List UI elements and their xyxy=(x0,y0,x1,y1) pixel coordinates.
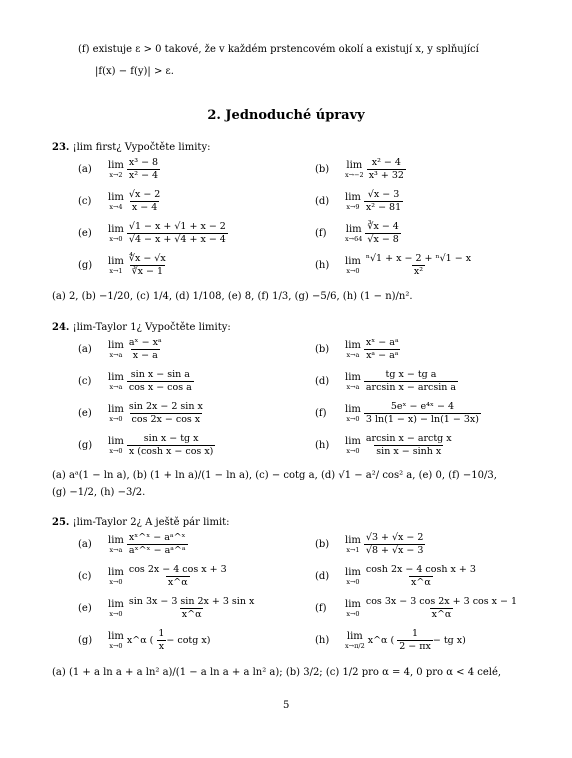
expression xyxy=(361,402,481,425)
limit-subscript: x→0 xyxy=(109,234,123,243)
expression xyxy=(361,434,454,457)
denominator: cos 2x − cos x xyxy=(131,413,201,425)
denominator: x^α xyxy=(181,608,202,620)
limit-operator xyxy=(345,161,364,179)
limit-item xyxy=(315,565,478,588)
limit-word: lim xyxy=(345,403,361,415)
limit-word: lim xyxy=(108,566,124,578)
problem-number: 25. xyxy=(52,517,70,528)
limit-item xyxy=(315,338,401,361)
section-title: 2. Jednoduché úpravy xyxy=(207,108,365,123)
item-label: (b) xyxy=(315,163,330,175)
expression xyxy=(124,629,211,652)
expression xyxy=(124,222,228,245)
limit-operator xyxy=(345,632,365,650)
limit-subscript: x→a xyxy=(109,350,123,359)
problem-number: 23. xyxy=(52,142,70,153)
limit-item xyxy=(78,565,229,588)
denominator: x − 4 xyxy=(131,201,158,213)
page-number: 5 xyxy=(283,700,290,711)
limit-item xyxy=(78,254,168,277)
numerator: ∛x − 4 xyxy=(367,221,399,232)
item-label: (h) xyxy=(315,259,330,271)
fraction xyxy=(156,629,166,652)
answer-line: (a) (1 + a ln a + a ln² a)/(1 − a ln a + a ln² a); (b) 3/2; (c) 1/2 pro α = 4, 0 pro α < 4 celé, xyxy=(52,667,502,678)
item-label: (a) xyxy=(78,163,92,175)
item-label: (f) xyxy=(315,602,327,614)
limit-item xyxy=(78,158,160,181)
denominator: √4 − x + √4 + x − 4 xyxy=(128,233,226,245)
limit-subscript: x→1 xyxy=(109,266,123,275)
fraction xyxy=(127,533,188,556)
expression xyxy=(361,190,403,213)
limit-operator xyxy=(108,568,124,586)
item-label: (c) xyxy=(78,570,92,582)
limit-operator xyxy=(345,225,362,243)
limit-operator xyxy=(345,373,361,391)
expression-prefix: x^α ( xyxy=(367,634,395,646)
expression xyxy=(361,370,458,393)
numerator: x² − 4 xyxy=(371,157,401,168)
limit-word: lim xyxy=(345,223,362,235)
limit-word: lim xyxy=(108,255,124,267)
numerator: ∜x − √x xyxy=(128,253,166,264)
limit-operator xyxy=(108,373,124,391)
fraction xyxy=(364,338,401,361)
limit-word: lim xyxy=(108,191,124,203)
numerator: 1 xyxy=(158,628,165,639)
problem-prompt: ¡lim first¿ Vypočtěte limity: xyxy=(69,142,211,153)
limit-operator xyxy=(108,341,124,359)
limit-subscript: x→0 xyxy=(346,446,360,455)
expression xyxy=(124,434,216,457)
fraction xyxy=(367,158,406,181)
numerator: ⁿ√1 + x − 2 + ⁿ√1 − x xyxy=(365,253,472,264)
limit-item xyxy=(78,370,194,393)
limit-subscript: x→0 xyxy=(109,446,123,455)
limit-subscript: x→0 xyxy=(346,414,360,423)
numerator: sin 2x − 2 sin x xyxy=(128,401,203,412)
problem-header xyxy=(52,322,231,333)
limit-item xyxy=(315,434,454,457)
item-label: (d) xyxy=(315,195,330,207)
numerator: tg x − tg a xyxy=(385,369,437,380)
expression xyxy=(124,533,188,556)
limit-item xyxy=(78,338,164,361)
limit-subscript: x→0 xyxy=(109,609,123,618)
limit-operator xyxy=(108,536,124,554)
numerator: sin 3x − 3 sin 2x + 3 sin x xyxy=(128,596,255,607)
numerator: √1 − x + √1 + x − 2 xyxy=(128,221,226,232)
limit-operator xyxy=(345,193,361,211)
item-label: (a) xyxy=(78,343,92,355)
expression xyxy=(124,565,229,588)
limit-subscript: x→0 xyxy=(346,266,360,275)
limit-word: lim xyxy=(108,435,124,447)
numerator: √x − 2 xyxy=(128,189,161,200)
fraction xyxy=(397,629,433,652)
denominator: ∛x − 1 xyxy=(131,265,164,277)
fraction xyxy=(127,597,256,620)
denominator: x² − 81 xyxy=(365,201,402,213)
numerator: xˣ − aᵃ xyxy=(365,337,399,348)
denominator: sin x − sinh x xyxy=(376,445,442,457)
limit-word: lim xyxy=(108,223,124,235)
limit-operator xyxy=(108,600,124,618)
limit-word: lim xyxy=(108,403,124,415)
expression xyxy=(362,222,400,245)
limit-item xyxy=(315,370,458,393)
fraction xyxy=(127,158,160,181)
limit-subscript: x→a xyxy=(109,545,123,554)
limit-operator xyxy=(108,225,124,243)
limit-item xyxy=(315,222,401,245)
limit-item xyxy=(78,402,205,425)
item-label: (b) xyxy=(315,343,330,355)
numerator: 5eˣ − e⁴ˣ − 4 xyxy=(390,401,455,412)
limit-word: lim xyxy=(108,159,124,171)
fraction xyxy=(127,565,229,588)
denominator: x^α xyxy=(167,576,188,588)
limit-operator xyxy=(108,405,124,423)
expression xyxy=(361,533,426,556)
limit-item xyxy=(315,254,473,277)
fraction xyxy=(127,402,205,425)
limit-operator xyxy=(345,341,361,359)
expression xyxy=(361,597,519,620)
limit-word: lim xyxy=(108,371,124,383)
numerator: √x − 3 xyxy=(367,189,400,200)
denominator: x (cosh x − cos x) xyxy=(128,445,214,457)
numerator: cos 2x − 4 cos x + 3 xyxy=(128,564,227,575)
item-label: (c) xyxy=(78,375,92,387)
expression xyxy=(124,370,194,393)
limit-item xyxy=(315,629,466,652)
problem-number: 24. xyxy=(52,322,70,333)
limit-item xyxy=(315,190,403,213)
limit-subscript: x→a xyxy=(346,382,360,391)
expression xyxy=(124,190,162,213)
limit-item xyxy=(78,190,162,213)
limit-item xyxy=(315,533,425,556)
problem-header xyxy=(52,142,210,153)
expression xyxy=(361,565,478,588)
limit-word: lim xyxy=(345,534,361,546)
limit-word: lim xyxy=(346,630,363,642)
fraction xyxy=(127,190,162,213)
expression xyxy=(364,158,406,181)
limit-subscript: x→0 xyxy=(346,609,360,618)
fraction xyxy=(127,434,216,457)
limit-subscript: x→2 xyxy=(109,170,123,179)
limit-subscript: x→a xyxy=(109,382,123,391)
item-label: (g) xyxy=(78,259,93,271)
denominator: x^α xyxy=(411,576,431,588)
limit-subscript: x→π/2 xyxy=(345,641,365,650)
denominator: aˣ^ˣ − aᵃ^ᵃ xyxy=(128,544,186,556)
expression xyxy=(365,629,466,652)
denominator: x² − 4 xyxy=(128,169,159,181)
limit-operator xyxy=(108,161,124,179)
fraction xyxy=(364,533,426,556)
limit-item xyxy=(78,434,215,457)
limit-subscript: x→0 xyxy=(346,577,360,586)
item-label: (h) xyxy=(315,439,330,451)
item-label: (g) xyxy=(78,439,93,451)
limit-operator xyxy=(345,536,361,554)
limit-operator xyxy=(108,193,124,211)
fraction xyxy=(364,597,519,620)
limit-subscript: x→4 xyxy=(109,202,123,211)
expression-suffix: − cotg x) xyxy=(166,634,211,646)
limit-item xyxy=(78,533,188,556)
limit-word: lim xyxy=(108,598,124,610)
item-label: (e) xyxy=(78,407,92,419)
problem-header xyxy=(52,517,230,528)
limit-item xyxy=(315,402,481,425)
limit-subscript: x→0 xyxy=(109,577,123,586)
denominator: 3 ln(1 − x) − ln(1 − 3x) xyxy=(365,413,479,425)
limit-subscript: x→a xyxy=(346,350,360,359)
denominator: x² xyxy=(413,265,424,277)
answer-line: (g) −1/2, (h) −3/2. xyxy=(52,487,146,498)
fraction xyxy=(364,254,473,277)
denominator: x³ + 32 xyxy=(368,169,404,181)
item-label: (h) xyxy=(315,634,330,646)
fraction xyxy=(127,338,164,361)
item-label: (d) xyxy=(315,375,330,387)
denominator: 2 − πx xyxy=(399,640,431,652)
limit-item xyxy=(78,597,256,620)
item-label: (f) xyxy=(315,227,327,239)
limit-word: lim xyxy=(345,339,361,351)
limit-subscript: x→9 xyxy=(346,202,360,211)
numerator: aˣ − xᵃ xyxy=(128,337,162,348)
limit-operator xyxy=(345,437,361,455)
denominator: √8 + √x − 3 xyxy=(365,544,424,556)
denominator: arcsin x − arcsin a xyxy=(365,381,457,393)
limit-operator xyxy=(108,632,124,650)
denominator: xᵃ − aᵃ xyxy=(366,349,399,361)
fraction xyxy=(365,222,400,245)
fraction xyxy=(364,402,481,425)
fraction xyxy=(127,254,168,277)
answer-line: (a) 2, (b) −1/20, (c) 1/4, (d) 1/108, (e) 8, (f) 1/3, (g) −5/6, (h) (1 − n)/n². xyxy=(52,291,413,302)
numerator: sin x − sin a xyxy=(130,369,190,380)
limit-item xyxy=(315,597,519,620)
limit-word: lim xyxy=(108,534,124,546)
limit-word: lim xyxy=(345,435,361,447)
limit-subscript: x→−2 xyxy=(345,170,364,179)
limit-word: lim xyxy=(345,371,361,383)
limit-word: lim xyxy=(345,598,361,610)
item-label: (g) xyxy=(78,634,93,646)
problem-prompt: ¡lim-Taylor 2¿ A ještě pár limit: xyxy=(69,517,230,528)
denominator: cos x − cos a xyxy=(128,381,192,393)
limit-word: lim xyxy=(345,191,361,203)
denominator: x xyxy=(158,640,165,652)
limit-operator xyxy=(108,257,124,275)
fraction xyxy=(364,190,403,213)
limit-item xyxy=(78,629,210,652)
denominator: x − a xyxy=(132,349,158,361)
problem-prompt: ¡lim-Taylor 1¿ Vypočtěte limity: xyxy=(69,322,231,333)
intro-line-2: |f(x) − f(y)| > ε. xyxy=(95,66,174,77)
fraction xyxy=(127,370,194,393)
expression xyxy=(124,597,256,620)
item-label: (d) xyxy=(315,570,330,582)
expression xyxy=(124,338,164,361)
item-label: (e) xyxy=(78,227,92,239)
limit-word: lim xyxy=(345,566,361,578)
limit-word: lim xyxy=(346,159,363,171)
item-label: (f) xyxy=(315,407,327,419)
fraction xyxy=(127,222,228,245)
expression-prefix: x^α ( xyxy=(126,634,154,646)
numerator: xˣ^ˣ − aᵃ^ˣ xyxy=(128,532,186,543)
fraction xyxy=(364,370,458,393)
limit-word: lim xyxy=(108,630,124,642)
limit-item xyxy=(315,158,406,181)
numerator: 1 xyxy=(411,628,419,639)
numerator: x³ − 8 xyxy=(128,157,159,168)
limit-item xyxy=(78,222,228,245)
numerator: arcsin x − arctg x xyxy=(365,433,452,444)
limit-operator xyxy=(345,568,361,586)
expression xyxy=(124,402,205,425)
item-label: (b) xyxy=(315,538,330,550)
limit-word: lim xyxy=(108,339,124,351)
fraction xyxy=(364,565,478,588)
denominator: √x − 8 xyxy=(367,233,399,245)
answer-line: (a) aᵃ(1 − ln a), (b) (1 + ln a)/(1 − ln a), (c) − cotg a, (d) √1 − a²/ cos² a, (e) 0, (f) −10/3, xyxy=(52,470,497,481)
limit-subscript: x→0 xyxy=(109,641,123,650)
expression-suffix: − tg x) xyxy=(432,634,466,646)
item-label: (e) xyxy=(78,602,92,614)
item-label: (a) xyxy=(78,538,92,550)
fraction xyxy=(364,434,454,457)
numerator: cos 3x − 3 cos 2x + 3 cos x − 1 xyxy=(365,596,518,607)
limit-word: lim xyxy=(345,255,361,267)
expression xyxy=(361,338,401,361)
numerator: sin x − tg x xyxy=(143,433,199,444)
numerator: √3 + √x − 2 xyxy=(365,532,424,543)
limit-operator xyxy=(108,437,124,455)
intro-line-1: (f) existuje ε > 0 takové, že v každém prstencovém okolí a existují x, y splňující xyxy=(78,44,479,55)
expression xyxy=(361,254,473,277)
numerator: cosh 2x − 4 cosh x + 3 xyxy=(365,564,476,575)
limit-operator xyxy=(345,405,361,423)
limit-operator xyxy=(345,600,361,618)
expression xyxy=(124,158,160,181)
item-label: (c) xyxy=(78,195,92,207)
expression xyxy=(124,254,168,277)
limit-operator xyxy=(345,257,361,275)
limit-subscript: x→0 xyxy=(109,414,123,423)
limit-subscript: x→64 xyxy=(345,234,363,243)
limit-subscript: x→1 xyxy=(346,545,360,554)
denominator: x^α xyxy=(431,608,452,620)
